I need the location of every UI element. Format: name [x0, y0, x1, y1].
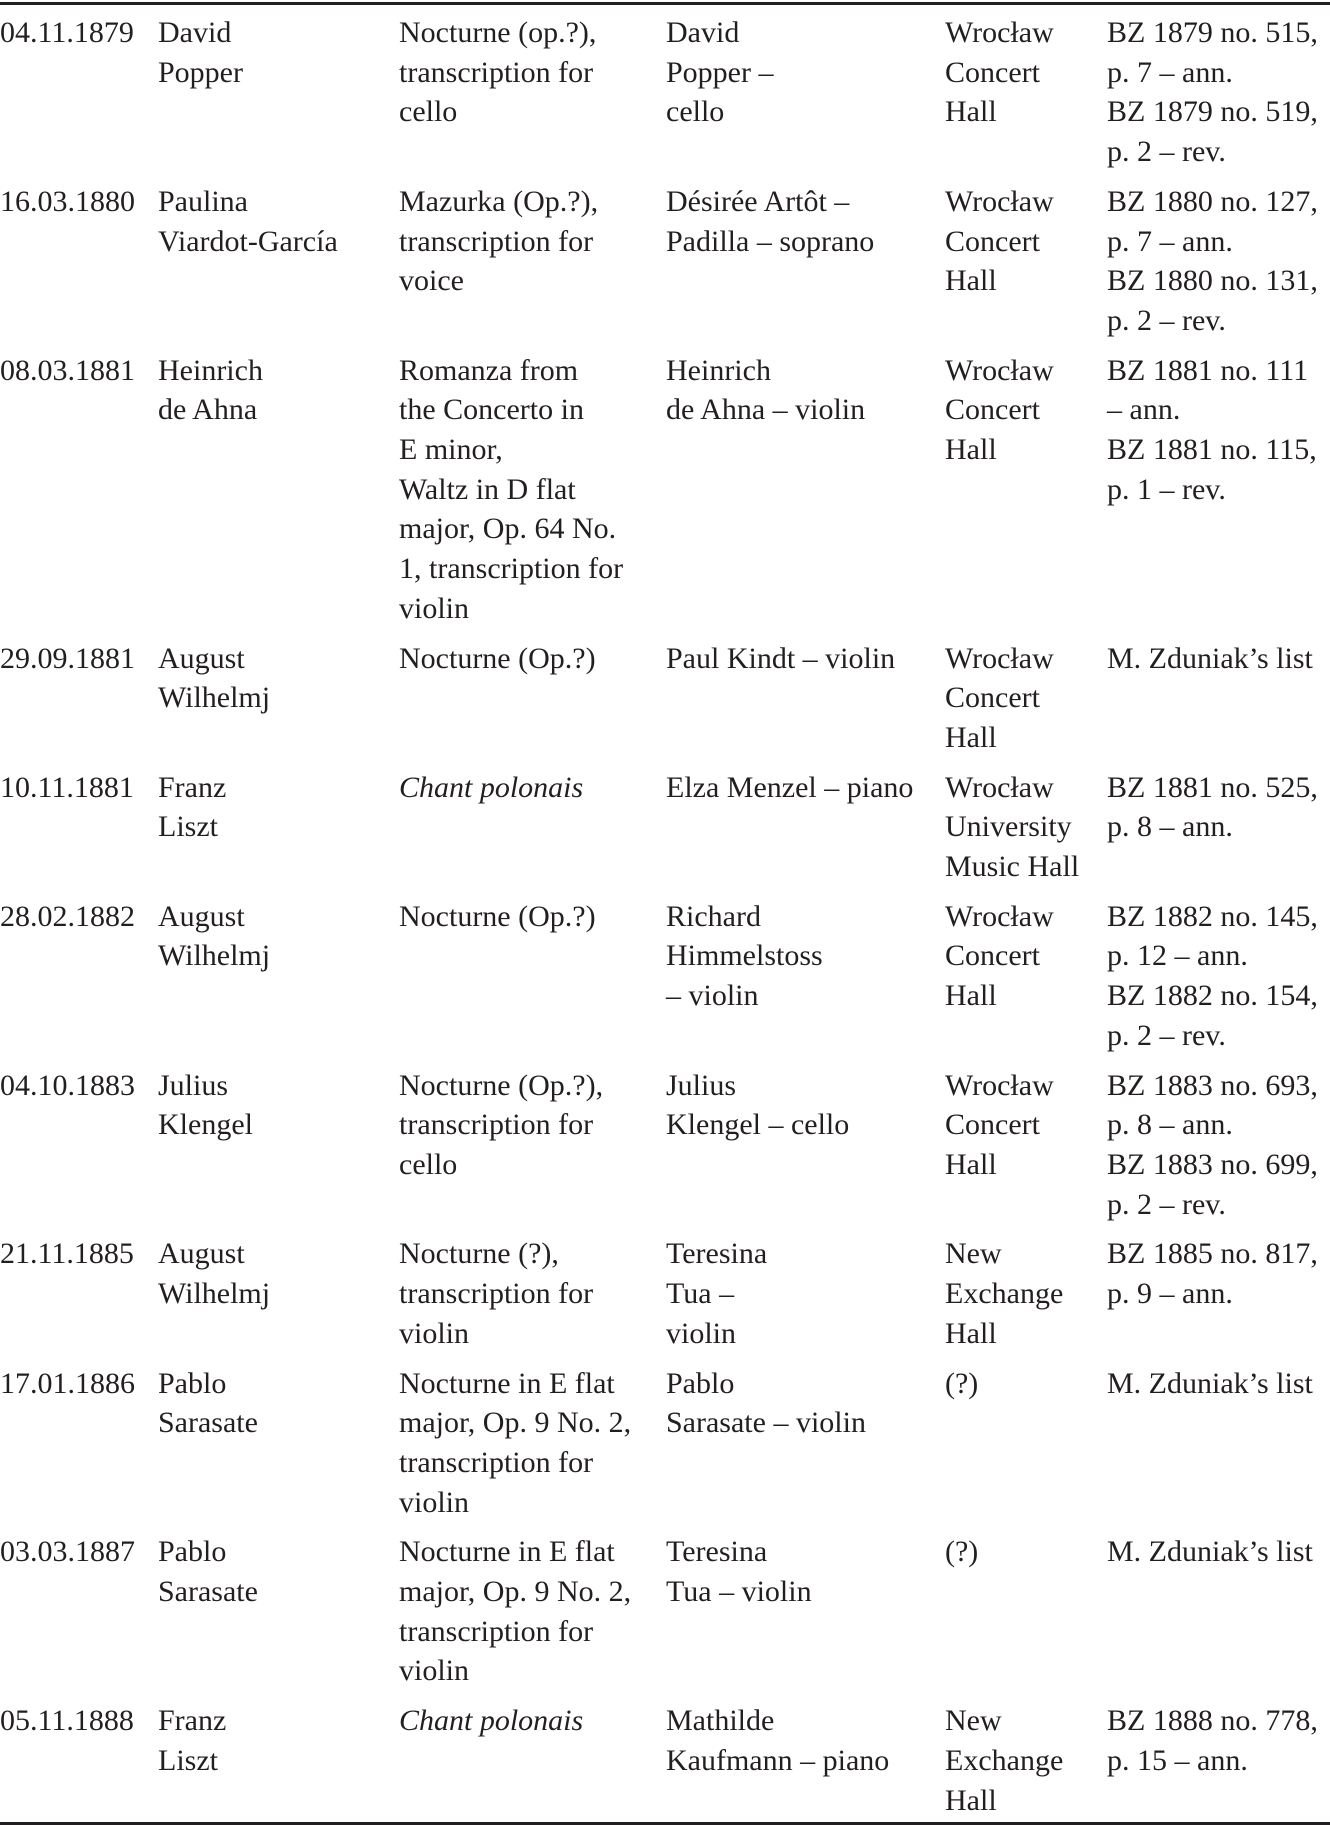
- concerts-table: [0, 2, 1330, 1825]
- date-cell: 28.02.1882: [0, 899, 135, 933]
- source-cell: BZ 1882 no. 145, p. 12 – ann. BZ 1882 no. 154, p. 2 – rev.: [1107, 899, 1318, 1052]
- table-row: [0, 1522, 1330, 1691]
- date-cell: 17.01.1886: [0, 1366, 135, 1400]
- source-cell: BZ 1880 no. 127, p. 7 – ann. BZ 1880 no. 131, p. 2 – rev.: [1107, 184, 1318, 337]
- table-row: [0, 1691, 1330, 1824]
- date-cell: 16.03.1880: [0, 184, 135, 218]
- work-cell: Nocturne (?), transcription for violin: [399, 1237, 594, 1350]
- composer-cell: Franz Liszt: [158, 770, 227, 844]
- work-cell: Mazurka (Op.?), transcription for voice: [399, 184, 599, 298]
- work-cell: Nocturne (op.?), transcription for cello: [399, 16, 597, 129]
- work-cell: Nocturne in E flat major, Op. 9 No. 2, transcription for violin: [399, 1366, 632, 1519]
- source-cell: BZ 1881 no. 111 – ann. BZ 1881 no. 115, p. 1 – rev.: [1107, 353, 1317, 506]
- performer-cell: Teresina Tua – violin: [666, 1237, 768, 1350]
- table-row: [0, 758, 1330, 887]
- source-cell: BZ 1879 no. 515, p. 7 – ann. BZ 1879 no. 519, p. 2 – rev.: [1107, 16, 1318, 169]
- composer-cell: August Wilhelmj: [158, 641, 271, 715]
- date-cell: 05.11.1888: [0, 1704, 134, 1738]
- work-cell: Nocturne in E flat major, Op. 9 No. 2, transcription for violin: [399, 1535, 632, 1688]
- work-cell: Chant polonais: [399, 770, 584, 804]
- source-cell: BZ 1883 no. 693, p. 8 – ann. BZ 1883 no. 699, p. 2 – rev.: [1107, 1068, 1318, 1221]
- venue-cell: Wrocław Concert Hall: [945, 184, 1054, 298]
- composer-cell: August Wilhelmj: [158, 899, 271, 973]
- venue-cell: Wrocław Concert Hall: [945, 899, 1054, 1013]
- table-row: [0, 4, 1330, 172]
- date-cell: 10.11.1881: [0, 770, 134, 804]
- table-row: [0, 1056, 1330, 1225]
- table-row: [0, 1354, 1330, 1523]
- performer-cell: Paul Kindt – violin: [666, 641, 896, 675]
- performer-cell: Mathilde Kaufmann – piano: [666, 1704, 890, 1777]
- concerts-table-body: [0, 4, 1330, 1824]
- composer-cell: Pablo Sarasate: [158, 1366, 258, 1440]
- work-cell: Nocturne (Op.?): [399, 899, 596, 933]
- date-cell: 29.09.1881: [0, 641, 135, 675]
- source-cell: M. Zduniak’s list: [1107, 1535, 1313, 1569]
- date-cell: 04.11.1879: [0, 16, 134, 49]
- performer-cell: Elza Menzel – piano: [666, 770, 914, 804]
- composer-cell: Heinrich de Ahna: [158, 353, 263, 427]
- date-cell: 21.11.1885: [0, 1237, 134, 1271]
- performer-cell: Heinrich de Ahna – violin: [666, 353, 866, 427]
- venue-cell: (?): [945, 1366, 979, 1400]
- table-row: [0, 172, 1330, 341]
- venue-cell: New Exchange Hall: [945, 1237, 1064, 1350]
- source-cell: M. Zduniak’s list: [1107, 1366, 1313, 1400]
- performer-cell: David Popper – cello: [666, 16, 774, 129]
- performer-cell: Richard Himmelstoss – violin: [666, 899, 823, 1013]
- composer-cell: August Wilhelmj: [158, 1237, 271, 1311]
- venue-cell: Wrocław University Music Hall: [945, 770, 1080, 884]
- work-cell: Chant polonais: [399, 1704, 584, 1738]
- performer-cell: Désirée Artôt – Padilla – soprano: [666, 184, 875, 258]
- work-cell: Romanza from the Concerto in E minor, Waltz in D flat major, Op. 64 No. 1, transcription for violin: [399, 353, 624, 625]
- table-row: [0, 341, 1330, 629]
- venue-cell: New Exchange Hall: [945, 1704, 1064, 1817]
- table-row: [0, 629, 1330, 758]
- venue-cell: Wrocław Concert Hall: [945, 1068, 1054, 1181]
- venue-cell: Wrocław Concert Hall: [945, 641, 1054, 754]
- table-row: [0, 887, 1330, 1056]
- venue-cell: Wrocław Concert Hall: [945, 16, 1054, 129]
- venue-cell: Wrocław Concert Hall: [945, 353, 1054, 467]
- venue-cell: (?): [945, 1535, 979, 1569]
- performer-cell: Teresina Tua – violin: [666, 1535, 812, 1609]
- source-cell: BZ 1885 no. 817, p. 9 – ann.: [1107, 1237, 1318, 1311]
- date-cell: 03.03.1887: [0, 1535, 135, 1569]
- source-cell: BZ 1888 no. 778, p. 15 – ann.: [1107, 1704, 1318, 1777]
- composer-cell: David Popper: [158, 16, 243, 89]
- date-cell: 04.10.1883: [0, 1068, 135, 1102]
- composer-cell: Pablo Sarasate: [158, 1535, 258, 1609]
- performer-cell: Julius Klengel – cello: [666, 1068, 850, 1142]
- performer-cell: Pablo Sarasate – violin: [666, 1366, 866, 1440]
- source-cell: BZ 1881 no. 525, p. 8 – ann.: [1107, 770, 1318, 844]
- composer-cell: Paulina Viardot-García: [158, 184, 338, 258]
- source-cell: M. Zduniak’s list: [1107, 641, 1313, 675]
- date-cell: 08.03.1881: [0, 353, 135, 387]
- work-cell: Nocturne (Op.?), transcription for cello: [399, 1068, 604, 1181]
- composer-cell: Franz Liszt: [158, 1704, 227, 1777]
- work-cell: Nocturne (Op.?): [399, 641, 596, 675]
- composer-cell: Julius Klengel: [158, 1068, 253, 1142]
- table-row: [0, 1224, 1330, 1353]
